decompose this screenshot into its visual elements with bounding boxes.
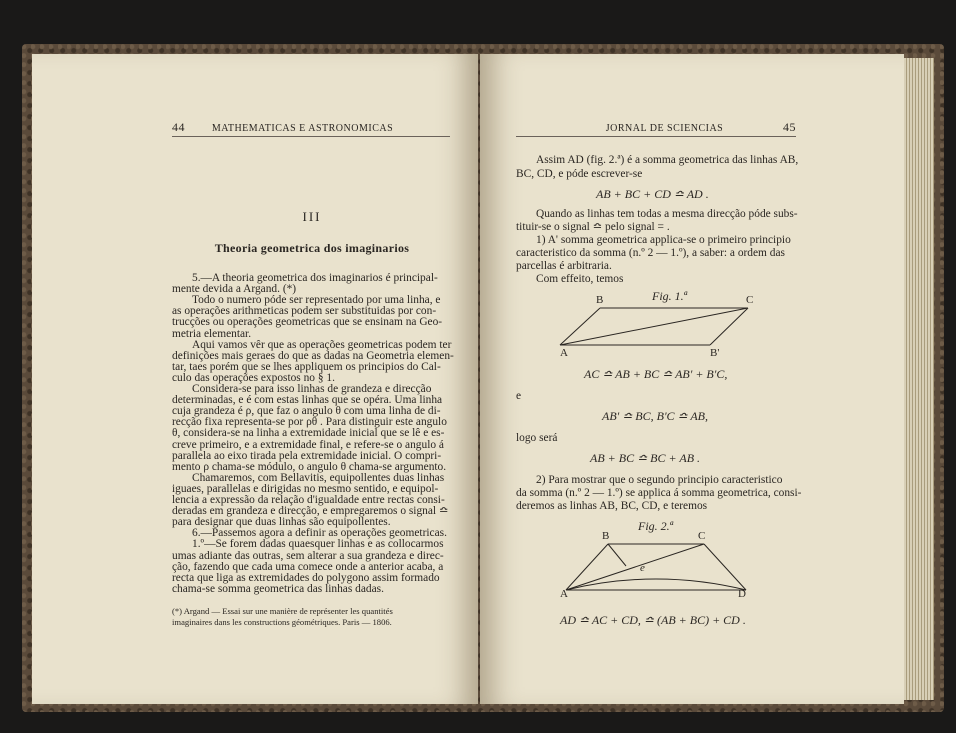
text-line: Com effeito, temos [536, 273, 624, 285]
left-page-number: 44 [172, 120, 185, 134]
text-line: Quando as linhas tem todas a mesma direcção póde subs- [536, 208, 798, 220]
left-header-rule [172, 136, 450, 137]
fig1-line-bpc [710, 308, 748, 345]
text-line: recta que liga as extremidades do polygono assim formado [172, 571, 440, 584]
text-line: creve primeiro, e a extremidade final, e refere-se o angulo á [172, 438, 444, 451]
left-running-head: MATHEMATICAS E ASTRONOMICAS [211, 123, 394, 134]
fig1-label-c: C [746, 294, 754, 306]
text-line: tituir-se o signal ≏ pelo signal = . [516, 221, 670, 233]
formula-5: AD ≏ AC + CD, ≏ (AB + BC) + CD . [560, 613, 746, 627]
formula-1: AB + BC + CD ≏ AD . [596, 187, 709, 201]
fig2-diagram [556, 540, 756, 596]
right-header-rule [516, 136, 796, 137]
footnote-line-2: imaginaires dans les constructions géométriques. Paris — 1806. [172, 617, 392, 627]
section-numeral: III [302, 209, 322, 224]
text-line: deradas em grandeza e direcção, e empregaremos o signal ≏ [172, 505, 449, 518]
text-line: trucções ou operações geometricas que se ensinam na Geo- [172, 316, 443, 329]
text-line: culo das operações expostos no § 1. [172, 371, 335, 384]
fig2-label-c: C [698, 530, 706, 542]
text-line: mente devida a Argand. (*) [172, 283, 297, 296]
text-line: da somma (n.º 2 — 1.º) se applica á somma geometrica, consi- [516, 487, 802, 499]
text-line: Considera-se para isso linhas de grandeza e direcção [192, 383, 432, 395]
right-page [480, 54, 904, 704]
fig2-label-d: D [738, 588, 746, 600]
text-line: 2) Para mostrar que o segundo principio caracteristico [536, 474, 783, 486]
text-line: θ, considera-se na linha a extremidade inicial que se lê e es- [172, 427, 445, 440]
text-line: tar, taes porém que se lhes appliquem os principios do Cal- [172, 360, 441, 373]
text-line: BC, CD, e póde escrever-se [516, 168, 643, 180]
text-line: mento ρ chama-se módulo, o angulo θ chama-se argumento. [172, 460, 447, 473]
text-line: 1) A' somma geometrica applica-se o primeiro principio [536, 234, 791, 246]
text-line: 1.º—Se forem dadas quaesquer linhas e as collocarmos [192, 538, 444, 551]
text-line: 5.—A theoria geometrica dos imaginarios é principal- [192, 272, 438, 284]
text-line: Aqui vamos vêr que as operações geometricas podem ter [192, 338, 452, 351]
right-running-head: JORNAL DE SCIENCIAS [605, 123, 724, 134]
text-line: metria elementar. [172, 327, 252, 340]
text-line: parcellas é arbitraria. [516, 260, 612, 272]
fig1-label-b: B [596, 294, 604, 306]
text-line: chama-se somma geometrica das linhas dadas. [172, 582, 384, 595]
fig2-label-a: A [560, 588, 568, 600]
text-line: lencia a expressão da relação d'igualdade entre rectas consi- [172, 494, 445, 506]
text-line: umas adiante das outras, sem alterar a sua grandeza e direc- [172, 549, 444, 562]
text-line: caracteristico da somma (n.º 2 — 1.º), a saber: a ordem das [516, 247, 785, 259]
fig1-line-ac [560, 308, 748, 345]
text-line: ção, fazendo que cada uma comece onde a anterior acaba, a [172, 560, 444, 573]
fig1-line-ab [560, 308, 600, 345]
footnote-line-1: (*) Argand — Essai sur une manière de représenter les quantités [172, 606, 393, 616]
text-line: cuja grandeza é ρ, que faz o angulo θ com uma linha de di- [172, 405, 441, 418]
logo-sera: logo será [516, 432, 558, 444]
text-line: Chamaremos, com Bellavitis, equipollentes duas linhas [192, 471, 445, 484]
fig2-label-e: e [640, 562, 645, 574]
fig1-diagram [550, 302, 760, 364]
word-e: e [516, 390, 522, 402]
fig2-caption: Fig. 2.ª [638, 519, 673, 533]
text-line: Assim AD (fig. 2.ª) é a somma geometrica das linhas AB, [536, 154, 799, 166]
formula-2: AC ≏ AB + BC ≏ AB' + B'C, [584, 367, 728, 381]
text-line: 6.—Passemos agora a definir as operações geometricas. [192, 527, 447, 540]
fig1-label-bp: B' [710, 347, 720, 359]
left-page [32, 54, 478, 704]
left-header [172, 120, 450, 135]
page-edges [904, 58, 934, 700]
text-line: recção fixa representa-se por ρθ . Para distinguir este angulo [172, 416, 447, 429]
fig2-label-b: B [602, 530, 610, 542]
text-line: as operações arithmeticas podem ser substituidas por con- [172, 305, 437, 318]
text-line: parallela ao eixo tirada pela extremidade inicial. O compri- [172, 449, 442, 462]
section-title: Theoria geometrica dos imaginarios [214, 241, 410, 255]
right-header [516, 120, 796, 135]
fig1-label-a: A [560, 347, 568, 359]
fig2-line-bx [608, 544, 626, 566]
text-line: determinadas, e é com estas linhas que se opéra. Uma linha [172, 394, 443, 407]
text-line: para designar que duas linhas são equipollentes. [172, 516, 391, 529]
formula-4: AB + BC ≏ BC + AB . [590, 451, 701, 465]
text-line: Todo o numero póde ser representado por uma linha, e [192, 294, 441, 307]
text-line: deremos as linhas AB, BC, CD, e teremos [516, 500, 708, 512]
text-line: iguaes, parallelas e dirigidas no mesmo sentido, e equipol- [172, 482, 439, 495]
text-line: definições mais geraes do que as dadas na Geometria elemen- [172, 349, 454, 362]
formula-3: AB' ≏ BC, B'C ≏ AB, [602, 409, 709, 423]
right-page-number: 45 [783, 120, 796, 134]
fig1-caption: Fig. 1.ª [652, 289, 687, 303]
